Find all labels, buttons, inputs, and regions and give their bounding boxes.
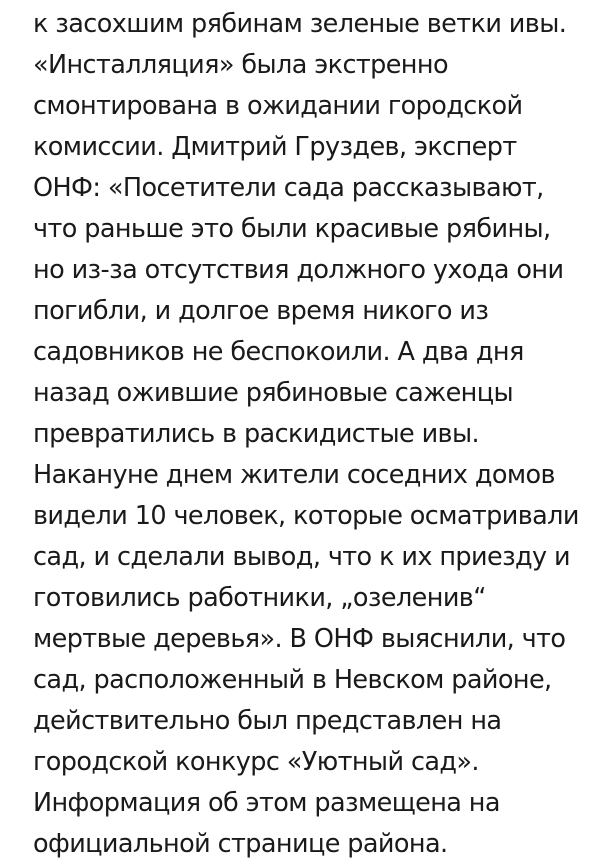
text-line: комиссии. Дмитрий Груздев, эксперт	[33, 132, 517, 162]
text-line: смонтирована в ожидании городской	[33, 91, 523, 121]
text-line: ОНФ: «Посетители сада рассказывают,	[33, 173, 544, 203]
text-line: что раньше это были красивые рябины,	[33, 214, 551, 244]
text-line: городской конкурс «Уютный сад».	[33, 747, 479, 777]
text-line: Информация об этом размещена на	[33, 788, 500, 818]
text-line: погибли, и долгое время никого из	[33, 296, 489, 326]
text-line: садовников не беспокоили. А два дня	[33, 337, 524, 367]
text-line: официальной странице района.	[33, 829, 448, 859]
text-line: превратились в раскидистые ивы.	[33, 419, 480, 449]
text-line: но из-за отсутствия должного ухода они	[33, 255, 564, 285]
text-line: действительно был представлен на	[33, 706, 502, 736]
text-line: готовились работники, „озеленив“	[33, 583, 486, 613]
text-line: сад, и сделали вывод, что к их приезду и	[33, 542, 571, 572]
text-line: к засохшим рябинам зеленые ветки ивы.	[33, 9, 567, 39]
text-line: мертвые деревья». В ОНФ выяснили, что	[33, 624, 566, 654]
text-line: сад, расположенный в Невском районе,	[33, 665, 552, 695]
article-text	[33, 0, 593, 865]
text-line: назад ожившие рябиновые саженцы	[33, 378, 514, 408]
text-line: «Инсталляция» была экстренно	[33, 50, 448, 80]
text-line: Накануне днем жители соседних домов	[33, 460, 555, 490]
text-line: видели 10 человек, которые осматривали	[33, 501, 579, 531]
